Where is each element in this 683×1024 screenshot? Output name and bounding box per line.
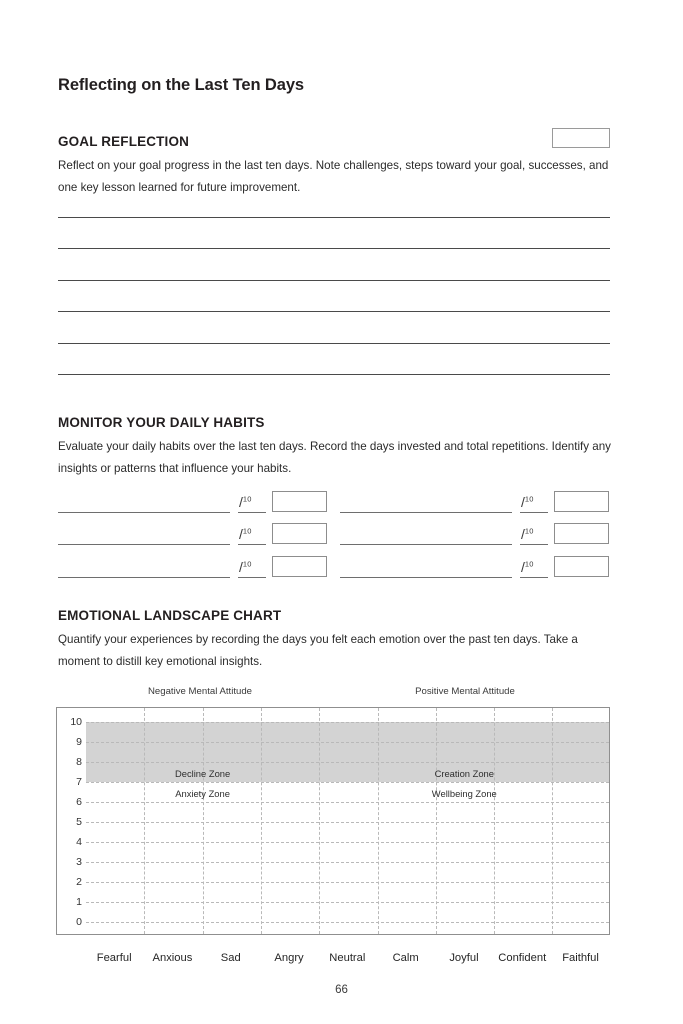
x-axis-tick-confident: Confident bbox=[498, 952, 547, 964]
y-axis-tick: 0 bbox=[76, 916, 82, 928]
habit-score-label: /$^{10}$ bbox=[521, 559, 534, 575]
habit-score-underline bbox=[238, 544, 266, 545]
habit-repetitions-box[interactable] bbox=[272, 523, 327, 544]
habit-name-line[interactable] bbox=[340, 512, 512, 513]
habit-repetitions-box[interactable] bbox=[554, 523, 609, 544]
habit-score-label: /$^{10}$ bbox=[521, 494, 534, 510]
y-axis-tick: 2 bbox=[76, 876, 82, 888]
habit-score-label: /$^{10}$ bbox=[239, 494, 252, 510]
grid-line-vertical bbox=[319, 708, 320, 934]
y-axis-tick: 7 bbox=[76, 776, 82, 788]
goal-write-line[interactable] bbox=[58, 311, 610, 312]
grid-line-horizontal bbox=[86, 862, 609, 863]
goal-write-line[interactable] bbox=[58, 217, 610, 218]
habit-score-label: /$^{10}$ bbox=[521, 526, 534, 542]
habit-repetitions-box[interactable] bbox=[554, 491, 609, 512]
grid-line-vertical bbox=[378, 708, 379, 934]
x-axis-tick-angry: Angry bbox=[274, 952, 304, 964]
habit-repetitions-box[interactable] bbox=[272, 491, 327, 512]
habit-name-line[interactable] bbox=[58, 544, 230, 545]
x-axis-tick-joyful: Joyful bbox=[449, 952, 479, 964]
grid-line-vertical bbox=[203, 708, 204, 934]
grid-line-horizontal bbox=[86, 842, 609, 843]
x-axis-tick-faithful: Faithful bbox=[562, 952, 599, 964]
grid-line-horizontal bbox=[86, 822, 609, 823]
habit-score-underline bbox=[520, 577, 548, 578]
habit-score-underline bbox=[520, 512, 548, 513]
habit-name-line[interactable] bbox=[58, 512, 230, 513]
zone-label-wellbeing: Wellbeing Zone bbox=[431, 788, 497, 799]
habit-name-line[interactable] bbox=[340, 577, 512, 578]
habits-heading: MONITOR YOUR DAILY HABITS bbox=[58, 415, 265, 430]
grid-line-vertical bbox=[436, 708, 437, 934]
habits-description: Evaluate your daily habits over the last ten days. Record the days invested and total repetitions. Identify any insights or patterns that influence your habits. bbox=[58, 440, 611, 475]
habit-repetitions-box[interactable] bbox=[272, 556, 327, 577]
goal-write-line[interactable] bbox=[58, 280, 610, 281]
habit-repetitions-box[interactable] bbox=[554, 556, 609, 577]
grid-line-horizontal bbox=[86, 902, 609, 903]
grid-line-vertical bbox=[144, 708, 145, 934]
zone-label-anxiety: Anxiety Zone bbox=[175, 788, 230, 799]
emotional-landscape-chart[interactable] bbox=[56, 707, 610, 935]
habit-score-slot[interactable] bbox=[520, 548, 548, 578]
habit-score-label: /$^{10}$ bbox=[239, 526, 252, 542]
chart-plot-area[interactable] bbox=[86, 708, 609, 934]
y-axis-tick: 3 bbox=[76, 856, 82, 868]
y-axis-tick: 10 bbox=[70, 716, 82, 728]
x-axis-tick-neutral: Neutral bbox=[329, 952, 366, 964]
goal-write-line[interactable] bbox=[58, 343, 610, 344]
habit-score-underline bbox=[238, 512, 266, 513]
grid-line-horizontal bbox=[86, 762, 609, 763]
x-axis-tick-anxious: Anxious bbox=[152, 952, 193, 964]
grid-line-horizontal bbox=[86, 802, 609, 803]
zone-label-decline: Decline Zone bbox=[174, 768, 231, 779]
habit-score-label: /$^{10}$ bbox=[239, 559, 252, 575]
y-axis-tick: 1 bbox=[76, 896, 82, 908]
grid-line-horizontal bbox=[86, 722, 609, 723]
habit-score-slot[interactable] bbox=[520, 515, 548, 545]
grid-line-horizontal bbox=[86, 922, 609, 923]
goal-reflection-score-box[interactable] bbox=[552, 128, 610, 148]
page-title: Reflecting on the Last Ten Days bbox=[58, 76, 304, 94]
y-axis-tick: 5 bbox=[76, 816, 82, 828]
habit-score-underline bbox=[238, 577, 266, 578]
habit-name-line[interactable] bbox=[58, 577, 230, 578]
x-axis-tick-sad: Sad bbox=[220, 952, 241, 964]
grid-line-vertical bbox=[552, 708, 553, 934]
emotional-chart-description: Quantify your experiences by recording the days you felt each emotion over the past ten days. Take a moment to distill key emotional insights. bbox=[58, 633, 578, 668]
grid-line-vertical bbox=[261, 708, 262, 934]
goal-write-line[interactable] bbox=[58, 374, 610, 375]
negative-attitude-label: Negative Mental Attitude bbox=[148, 686, 252, 697]
y-axis-tick: 6 bbox=[76, 796, 82, 808]
habit-score-slot[interactable] bbox=[238, 483, 266, 513]
habit-score-slot[interactable] bbox=[520, 483, 548, 513]
grid-line-vertical bbox=[494, 708, 495, 934]
habit-score-slot[interactable] bbox=[238, 548, 266, 578]
grid-line-horizontal bbox=[86, 882, 609, 883]
page-number: 66 bbox=[335, 984, 348, 996]
positive-attitude-label: Positive Mental Attitude bbox=[415, 686, 515, 697]
goal-write-line[interactable] bbox=[58, 248, 610, 249]
x-axis-tick-calm: Calm bbox=[392, 952, 419, 964]
grid-line-horizontal bbox=[86, 782, 609, 783]
habit-score-underline bbox=[520, 544, 548, 545]
emotional-chart-heading: EMOTIONAL LANDSCAPE CHART bbox=[58, 608, 282, 623]
habit-score-slot[interactable] bbox=[238, 515, 266, 545]
goal-reflection-heading: GOAL REFLECTION bbox=[58, 134, 190, 149]
goal-reflection-description: Reflect on your goal progress in the last ten days. Note challenges, steps toward your goal, successes, and one key lesson learned for future improvement. bbox=[58, 159, 609, 194]
zone-label-creation: Creation Zone bbox=[434, 768, 494, 779]
habit-name-line[interactable] bbox=[340, 544, 512, 545]
x-axis-tick-fearful: Fearful bbox=[96, 952, 132, 964]
grid-line-horizontal bbox=[86, 742, 609, 743]
y-axis-tick: 4 bbox=[76, 836, 82, 848]
y-axis-tick: 9 bbox=[76, 736, 82, 748]
y-axis-tick: 8 bbox=[76, 756, 82, 768]
